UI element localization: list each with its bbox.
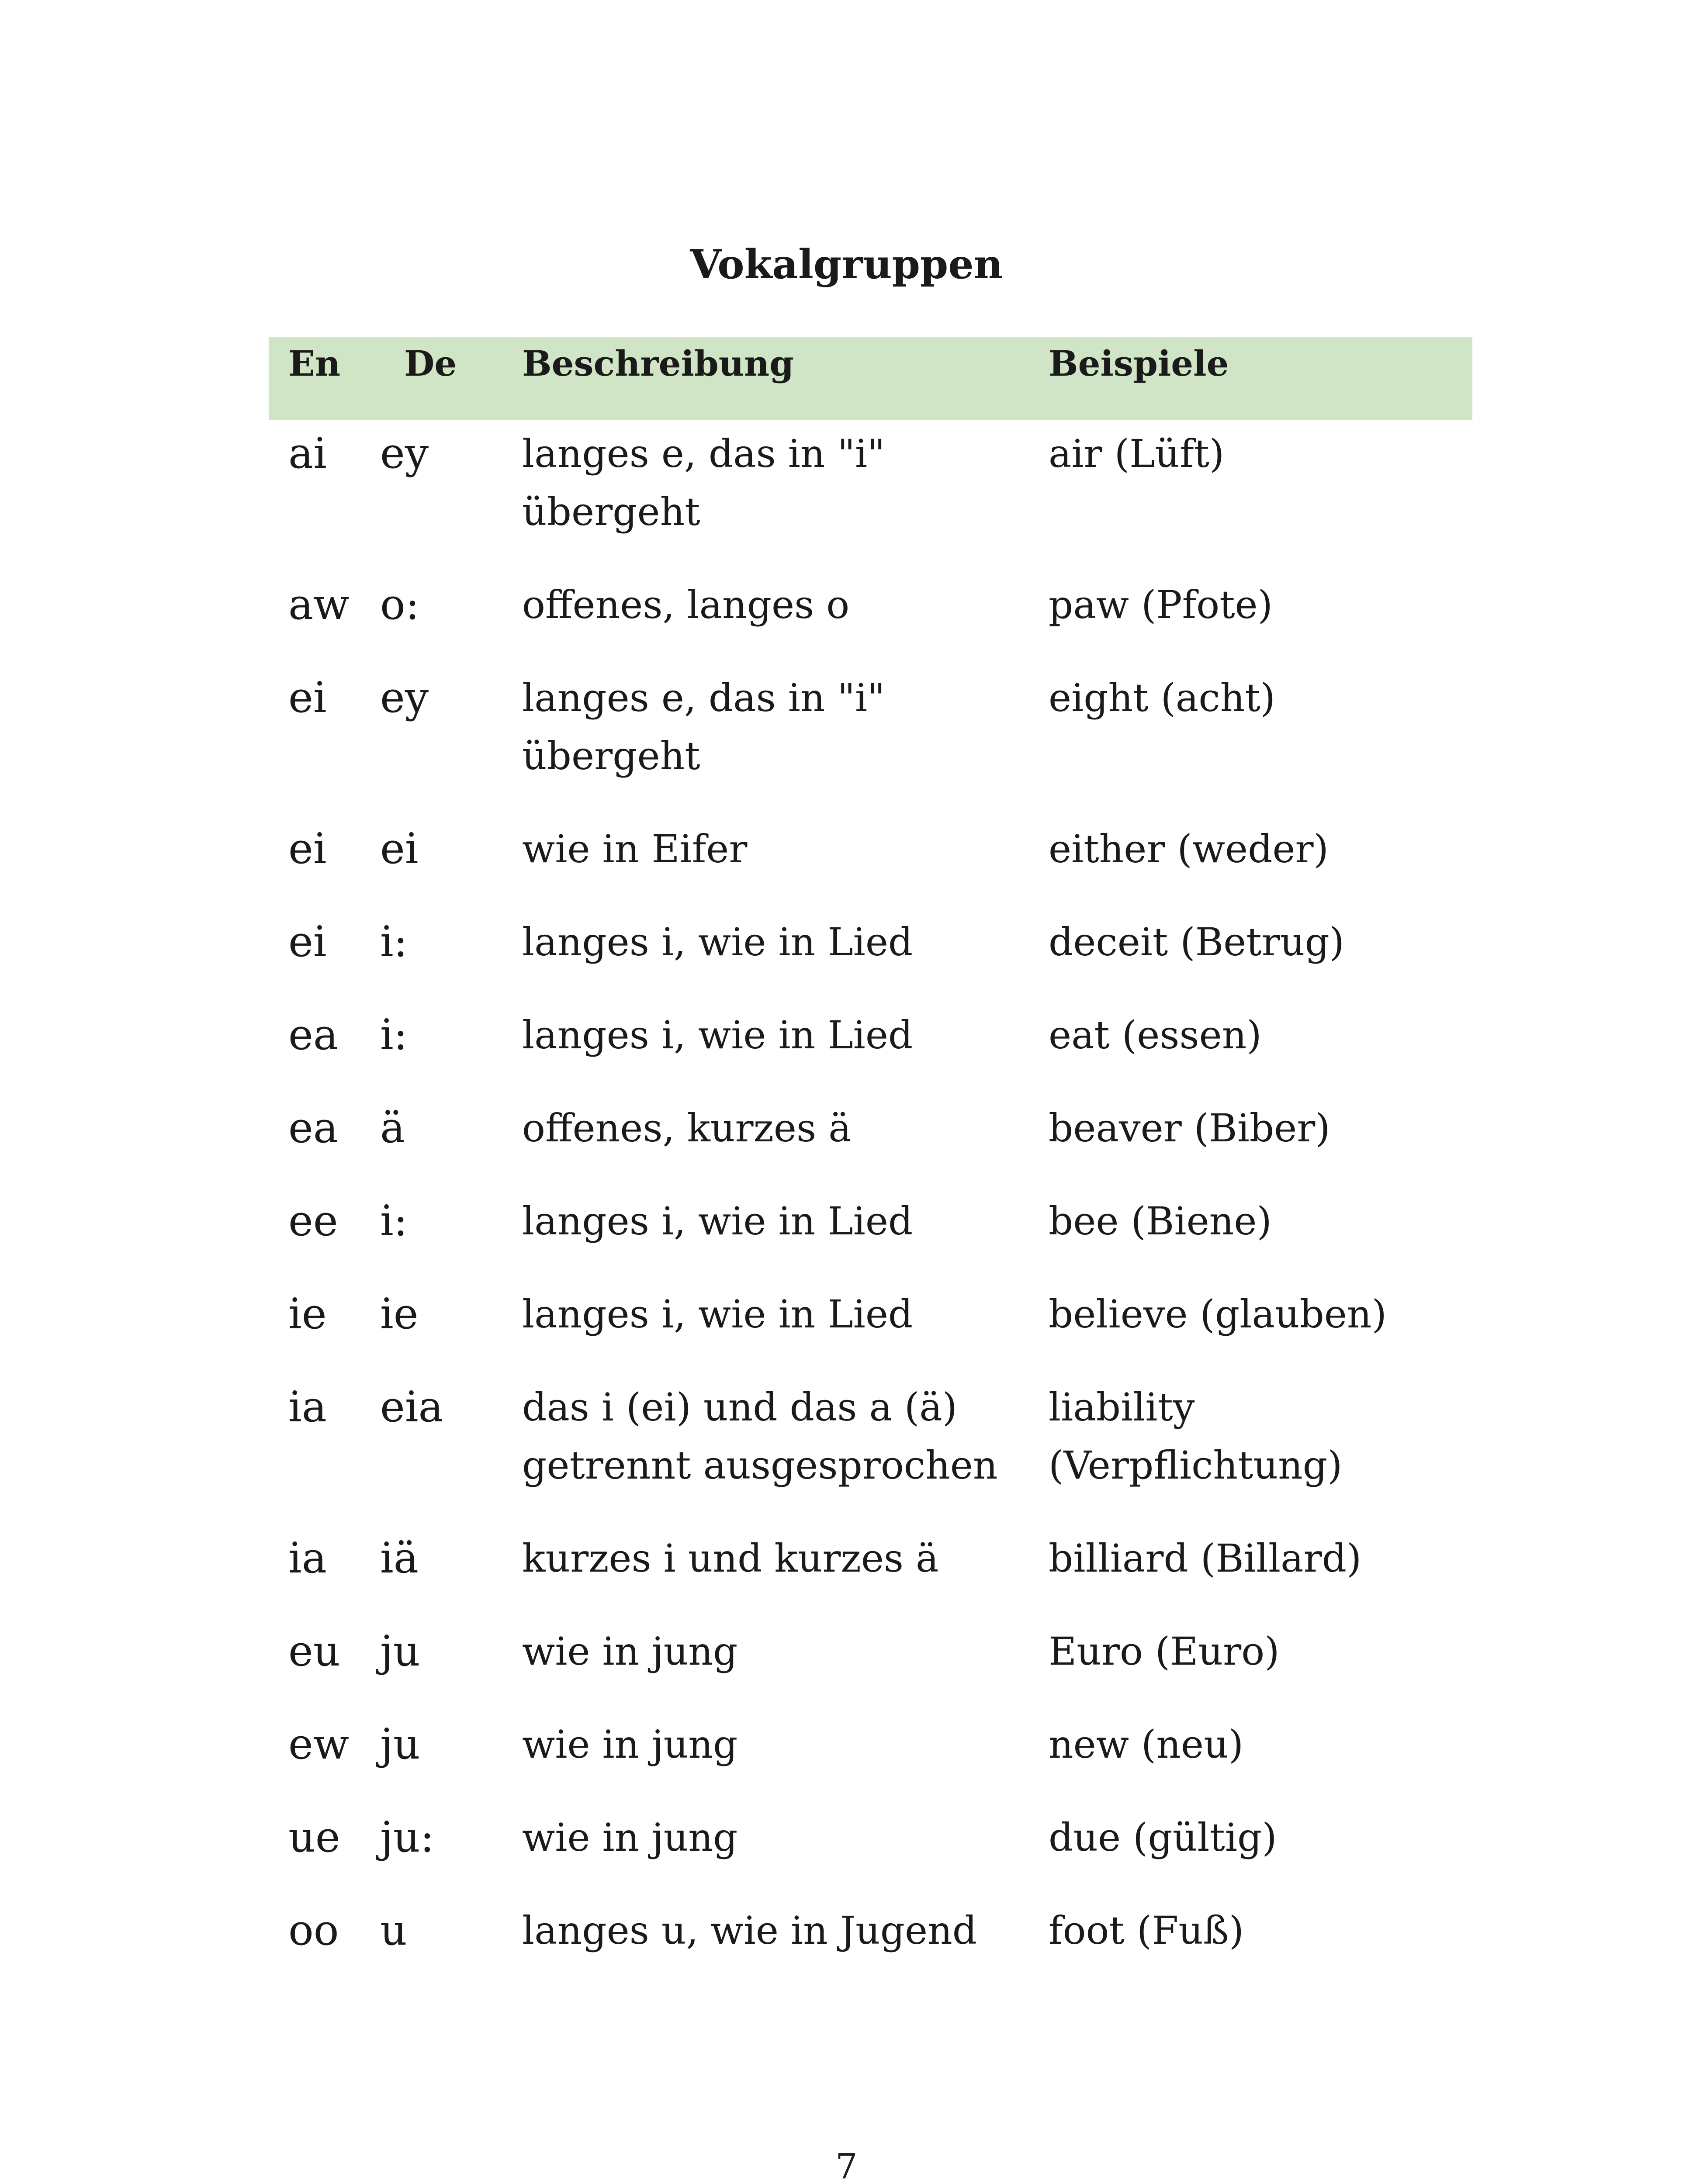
cell-example: either (weder) [1049,826,1329,871]
page-number: 7 [835,2146,858,2184]
cell-description: wie in jung [522,1629,738,1674]
header-en: En [288,343,341,384]
cell-en: ia [288,1534,327,1583]
cell-de: ei [380,824,419,873]
cell-example: beaver (Biber) [1049,1106,1330,1151]
table-row [269,1901,1472,1994]
table-row [269,1378,1472,1529]
cell-en: ee [288,1196,338,1245]
vowel-groups-table [269,337,1472,1994]
cell-de: i: [380,1196,408,1245]
cell-en: ea [288,1010,339,1059]
cell-de: ey [380,673,429,722]
table-row [269,1529,1472,1622]
cell-example: deceit (Betrug) [1049,919,1345,964]
cell-description: langes i, wie in Lied [522,1013,913,1057]
cell-de: ju [380,1627,420,1676]
cell-de: iä [380,1534,419,1583]
cell-example: paw (Pfote) [1049,582,1273,627]
cell-description: wie in jung [522,1722,738,1767]
cell-description: langes i, wie in Lied [522,919,913,964]
cell-en: oo [288,1906,339,1955]
table-row [269,420,1472,576]
cell-en: ia [288,1382,327,1431]
table-row [269,669,1472,820]
cell-description: wie in Eifer [522,826,748,871]
table-row [269,913,1472,1006]
table-row [269,1099,1472,1192]
cell-en: ue [288,1813,340,1862]
cell-de: ju: [380,1813,434,1862]
page-title: Vokalgruppen [690,241,1003,288]
cell-en: ea [288,1103,339,1152]
cell-de: ä [380,1103,405,1152]
cell-example: believe (glauben) [1049,1292,1387,1337]
table-row [269,1192,1472,1285]
cell-description: wie in jung [522,1815,738,1860]
cell-example: due (gültig) [1049,1815,1277,1860]
cell-description: offenes, langes o [522,582,850,627]
cell-example: Euro (Euro) [1049,1629,1280,1674]
cell-en: ew [288,1720,349,1769]
cell-en: ie [288,1289,327,1338]
cell-example: new (neu) [1049,1722,1244,1767]
cell-example: eat (essen) [1049,1013,1262,1057]
cell-description: langes e, das in "i" übergeht [522,431,885,534]
table-row [269,1006,1472,1099]
cell-de: o: [380,580,420,629]
cell-example: liability (Verpflichtung) [1049,1385,1343,1488]
cell-de: u [380,1906,407,1955]
cell-example: billiard (Billard) [1049,1536,1362,1581]
cell-en: eu [288,1627,340,1676]
cell-description: langes e, das in "i" übergeht [522,675,885,778]
header-description: Beschreibung [522,343,794,384]
table-row [269,820,1472,913]
header-examples: Beispiele [1049,343,1229,384]
cell-en: ei [288,917,327,966]
cell-description: offenes, kurzes ä [522,1106,852,1151]
cell-example: eight (acht) [1049,675,1276,720]
cell-example: air (Lüft) [1049,431,1225,476]
table-row [269,1285,1472,1378]
cell-en: ei [288,824,327,873]
cell-description: langes u, wie in Jugend [522,1908,977,1953]
cell-de: i: [380,917,408,966]
cell-de: ey [380,429,429,478]
cell-description: langes i, wie in Lied [522,1292,913,1337]
cell-en: ai [288,429,327,478]
table-header-row [269,337,1472,420]
cell-description: das i (ei) und das a (ä) getrennt ausgesprochen [522,1385,998,1488]
cell-de: eia [380,1382,443,1431]
cell-description: kurzes i und kurzes ä [522,1536,939,1581]
cell-example: foot (Fuß) [1049,1908,1244,1953]
table-row [269,1622,1472,1715]
cell-de: ie [380,1289,419,1338]
header-de: De [404,343,457,384]
table-row [269,576,1472,669]
table-row [269,1715,1472,1808]
cell-description: langes i, wie in Lied [522,1199,913,1244]
cell-en: aw [288,580,350,629]
cell-de: i: [380,1010,408,1059]
cell-en: ei [288,673,327,722]
cell-de: ju [380,1720,420,1769]
table-row [269,1808,1472,1901]
cell-example: bee (Biene) [1049,1199,1272,1244]
